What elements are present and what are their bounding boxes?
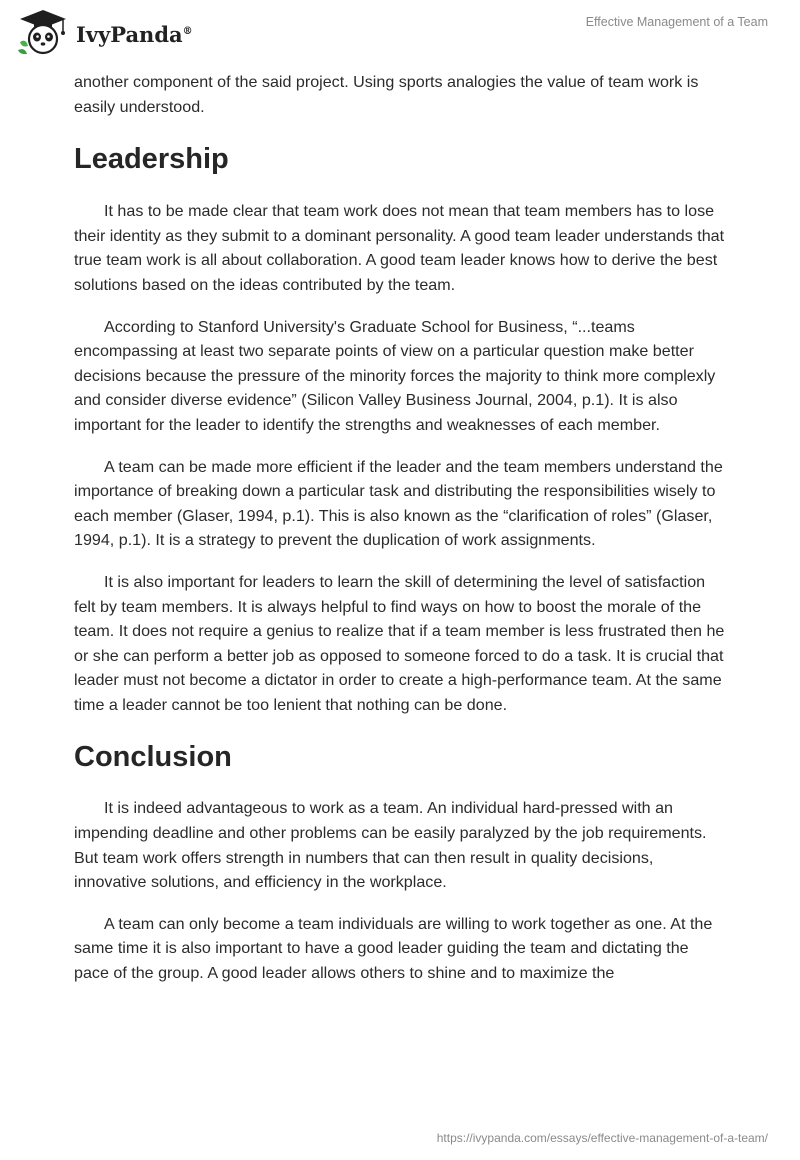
panda-graduation-cap-icon	[14, 8, 72, 56]
paragraph: A team can only become a team individuals are willing to work together as one. At the same time it is also important to have a good leader guiding the team and dictating the pace of the group. A good leader allows others to shine and to maximize the	[74, 914, 713, 983]
brand-name: IvyPanda®	[76, 21, 193, 47]
essay-body	[74, 70, 726, 986]
section-heading-conclusion: Conclusion	[74, 741, 232, 774]
source-url-link[interactable]: https://ivypanda.com/essays/effective-management-of-a-team/	[436, 1131, 768, 1145]
ivypanda-logo[interactable]	[14, 8, 193, 56]
document-title: Effective Management of a Team	[585, 15, 768, 29]
section-heading-leadership: Leadership	[74, 143, 229, 176]
paragraph: It is indeed advantageous to work as a team. An individual hard-pressed with an impending deadline and other problems can be easily paralyzed by the job requirements. But team work offers strength in numbers that can then result in quality decisions, innovative solutions, and efficiency in the workplace.	[74, 799, 707, 892]
registered-mark: ®	[182, 25, 193, 37]
paragraph: According to Stanford University's Graduate School for Business, “...teams encompassing at least two separate points of view on a particular question make better decisions because the pressure of the minority forces the majority to think more complexly and consider diverse evidence” (Silicon Valley Business Journal, 2004, p.1). It is also important for the leader to identify the strengths and weaknesses of each member.	[74, 317, 716, 434]
paragraph: A team can be made more efficient if the leader and the team members understand the importance of breaking down a particular task and distributing the responsibilities wisely to each member (Glaser, 1994, p.1). This is also known as the “clarification of roles” (Glaser, 1994, p.1). It is a strategy to prevent the duplication of work assignments.	[74, 457, 723, 550]
paragraph: It has to be made clear that team work does not mean that team members has to lose their identity as they submit to a dominant personality. A good team leader understands that true team work is all about collaboration. A good team leader knows how to derive the best solutions based on the ideas contributed by the team.	[74, 202, 725, 294]
paragraph: It is also important for leaders to learn the skill of determining the level of satisfaction felt by team members. It is always helpful to find ways on how to boost the morale of the team. It does not require a genius to realize that if a team member is less frustrated then he or she can perform a better job as opposed to someone forced to do a task. It is crucial that leader must not become a dictator in order to create a high-performance team. At the same time a leader cannot be too lenient that nothing can be done.	[74, 572, 725, 714]
page-header	[0, 0, 800, 70]
intro-paragraph: another component of the said project. Using sports analogies the value of team work is easily understood.	[74, 73, 699, 116]
